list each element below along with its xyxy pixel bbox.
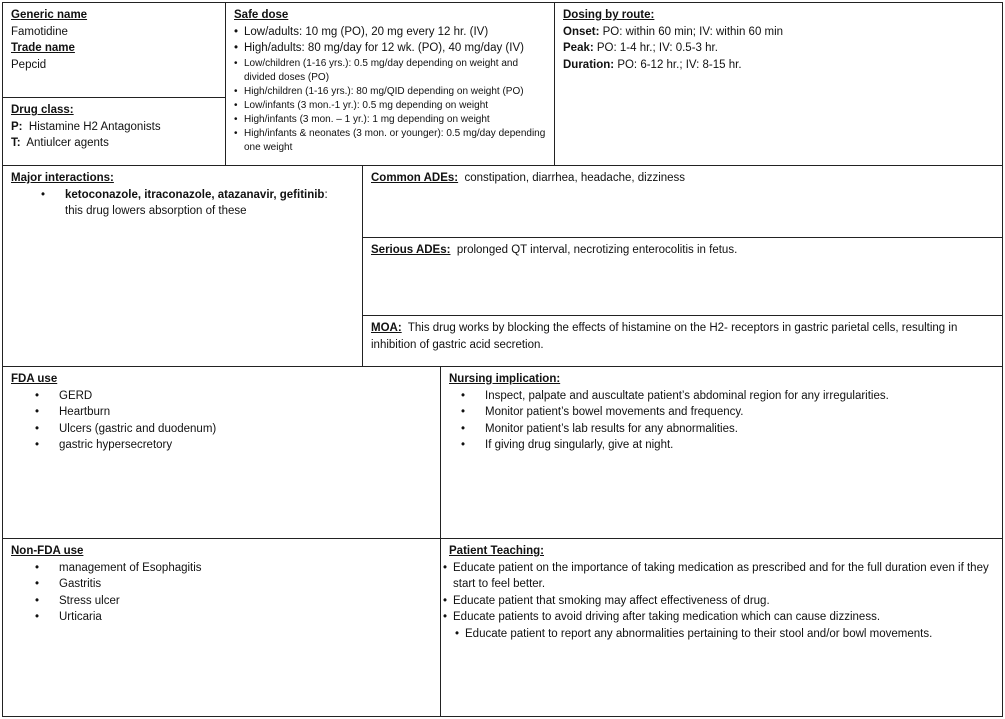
nursing-implication-item: • If giving drug singularly, give at night. bbox=[437, 437, 994, 454]
safe-dose-list bbox=[234, 24, 546, 155]
generic-name-value: Famotidine bbox=[11, 25, 68, 38]
common-ades-value: constipation, diarrhea, headache, dizziness bbox=[464, 172, 686, 184]
non-fda-use-item: • Gastritis bbox=[11, 576, 432, 593]
nursing-implication-item: • Monitor patient’s lab results for any abnormalities. bbox=[437, 421, 994, 438]
interactions-item: • ketoconazole, itraconazole, atazanavir, gefitinib: bbox=[41, 188, 328, 201]
non-fda-use-item: • Urticaria bbox=[11, 609, 432, 626]
moa-heading: MOA: bbox=[371, 322, 402, 334]
patient-teaching-heading: Patient Teaching: bbox=[449, 545, 544, 557]
dosing-route-cell bbox=[554, 2, 1003, 166]
onset-row: Onset: PO: within 60 min; IV: within 60 min bbox=[563, 25, 784, 38]
non-fda-use-list bbox=[11, 560, 432, 626]
trade-name-heading: Trade name bbox=[11, 42, 75, 54]
fda-use-item: • gastric hypersecretory bbox=[11, 437, 432, 454]
drug-class-pharm: P: Histamine H2 Antagonists bbox=[11, 120, 161, 133]
interactions-note: this drug lowers absorption of these bbox=[65, 205, 247, 217]
non-fda-use-cell bbox=[2, 538, 441, 717]
nursing-implication-cell bbox=[440, 366, 1003, 539]
safe-dose-item: • High/adults: 80 mg/day for 12 wk. (PO), 40 mg/day (IV) bbox=[234, 40, 546, 57]
fda-use-item: • GERD bbox=[11, 388, 432, 405]
serious-ades-value: prolonged QT interval, necrotizing enterocolitis in fetus. bbox=[456, 244, 738, 256]
nursing-implication-list bbox=[437, 388, 994, 454]
safe-dose-item: • Low/adults: 10 mg (PO), 20 mg every 12 hr. (IV) bbox=[234, 24, 546, 41]
serious-ades-cell bbox=[362, 237, 1003, 316]
safe-dose-item: • Low/children (1-16 yrs.): 0.5 mg/day depending on weight and divided doses (PO) bbox=[234, 57, 546, 85]
drug-class-cell bbox=[2, 97, 226, 166]
generic-trade-cell bbox=[2, 2, 226, 98]
duration-row: Duration: PO: 6-12 hr.; IV: 8-15 hr. bbox=[563, 58, 742, 71]
moa-cell bbox=[362, 315, 1003, 367]
nursing-implication-item: • Monitor patient’s bowel movements and frequency. bbox=[437, 404, 994, 421]
fda-use-cell bbox=[2, 366, 441, 539]
patient-teaching-item: • Educate patient that smoking may affect effectiveness of drug. bbox=[443, 593, 994, 610]
fda-use-item: • Ulcers (gastric and duodenum) bbox=[11, 421, 432, 438]
non-fda-use-item: • management of Esophagitis bbox=[11, 560, 432, 577]
safe-dose-item: • High/children (1-16 yrs.): 80 mg/QID depending on weight (PO) bbox=[234, 85, 546, 99]
patient-teaching-cell bbox=[440, 538, 1003, 717]
patient-teaching-item: • Educate patient to report any abnormalities pertaining to their stool and/or bowl movements. bbox=[455, 626, 994, 643]
safe-dose-item: • Low/infants (3 mon.-1 yr.): 0.5 mg depending on weight bbox=[234, 99, 546, 113]
nursing-implication-heading: Nursing implication: bbox=[449, 373, 561, 385]
common-ades-heading: Common ADEs: bbox=[371, 172, 459, 184]
patient-teaching-list bbox=[443, 560, 994, 643]
fda-use-heading: FDA use bbox=[11, 373, 58, 385]
patient-teaching-item: • Educate patients to avoid driving after taking medication which can cause dizziness. bbox=[443, 609, 994, 626]
common-ades-cell bbox=[362, 165, 1003, 238]
serious-ades-heading: Serious ADEs: bbox=[371, 244, 451, 256]
major-interactions-heading: Major interactions: bbox=[11, 172, 114, 184]
drug-class-heading: Drug class: bbox=[11, 104, 74, 116]
non-fda-use-item: • Stress ulcer bbox=[11, 593, 432, 610]
dosing-route-heading: Dosing by route: bbox=[563, 9, 655, 21]
safe-dose-item: • High/infants (3 mon. – 1 yr.): 1 mg depending on weight bbox=[234, 113, 546, 127]
nursing-implication-item: • Inspect, palpate and auscultate patient’s abdominal region for any irregularities. bbox=[437, 388, 994, 405]
trade-name-value: Pepcid bbox=[11, 58, 47, 71]
patient-teaching-item: • Educate patient on the importance of taking medication as prescribed and for the full duration even if they start to feel better. bbox=[443, 560, 994, 593]
major-interactions-cell bbox=[2, 165, 363, 367]
safe-dose-item: • High/infants & neonates (3 mon. or younger): 0.5 mg/day depending one weight bbox=[234, 127, 546, 155]
moa-value: This drug works by blocking the effects of histamine on the H2- receptors in gastric parietal cells, resulting in inhibition of gastric acid secretion. bbox=[371, 322, 958, 351]
generic-name-heading: Generic name bbox=[11, 9, 88, 21]
interacting-drugs: ketoconazole, itraconazole, atazanavir, gefitinib bbox=[65, 188, 325, 201]
safe-dose-heading: Safe dose bbox=[234, 9, 289, 21]
safe-dose-cell bbox=[225, 2, 555, 166]
non-fda-use-heading: Non-FDA use bbox=[11, 545, 84, 557]
drug-class-therapeutic: T: Antiulcer agents bbox=[11, 137, 109, 149]
peak-row: Peak: PO: 1-4 hr.; IV: 0.5-3 hr. bbox=[563, 42, 718, 54]
fda-use-item: • Heartburn bbox=[11, 404, 432, 421]
fda-use-list bbox=[11, 388, 432, 454]
